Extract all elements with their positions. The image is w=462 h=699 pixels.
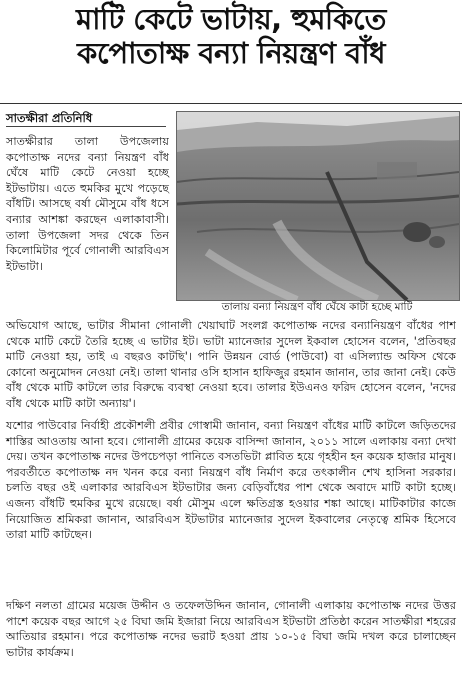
paragraph-2-text: যশোর পাউবোর নির্বাহী প্রকৌশলী প্রবীর গোস্বামী জানান, বন্যা নিয়ন্ত্রণ বাঁধের মাটি কাটলে জড়িতদের শাস্তির আওতায় আনা হবে। গোনালী গ্রামের কয়েক বাসিন্দা জানান, ২০১১ সালে এলাকায় বন্যা দেখা দেয়। তখন কপোতাক্ষ নদের উপচেপড়া পানিতে বসতভিটা প্লাবিত হয়ে গৃহহীন হন কয়েক হাজার মানুষ। পরবর্তীতে কপোতাক্ষ নদ খনন করে বন্যা নিয়ন্ত্রণ বাঁধ নির্মাণ করে তৎকালীন শেখ হাসিনা সরকার। চলতি বছর ওই এলাকার আরবিএস ইটভাটার জন্য বেড়িবাঁধের পাশ থেকে অবাদে মাটি কাটা হচ্ছে। এজন্য বাঁধটি হুমকির মুখে রয়েছে। বর্ষা মৌসুম এলে ক্ষতিগ্রস্ত হওয়ার শঙ্কা আছে। মাটিকাটার কাজে নিয়োজিত শ্রমিকরা জানান, আরবিএস ইটভাটার ম্যানেজার সুদেল ইকবালের নেতৃত্বে শ্রমিক হিসেবে তারা মাটি কাটছেন। [6, 419, 456, 542]
paragraph-3-text: দক্ষিণ নলতা গ্রামের ময়েজ উদ্দীন ও তফেলউদ্দিন জানান, গোনালী এলাকায় কপোতাক্ষ নদের উত্তর পাশে কয়েক বছর আগে ২৫ বিঘা জমি ইজারা নিয়ে আরবিএস ইটভাটা প্রতিষ্ঠা করেন সাতক্ষীরা শহরের আতিয়ার রহমান। পরে কপোতাক্ষ নদের ভরাট হওয়া প্রায় ১০-১৫ বিঘা জমি দখল করে চালাচ্ছেন ভাটার কার্যক্রম। [6, 599, 456, 659]
lead-paragraph [6, 134, 169, 274]
article-photo [176, 111, 460, 301]
lead-text: সাতক্ষীরার তালা উপজেলায় কপোতাক্ষ নদের বন্যা নিয়ন্ত্রণ বাঁধ ঘেঁষে মাটি কেটে নেওয়া হচ্ছে ইটভাটায়। এতে হুমকির মুখে পড়েছে বাঁধটি। আসছে বর্ষা মৌসুমে বাঁধ ধসে বন্যার আশঙ্কা করছেন এলাকাবাসী। তালা উপজেলা সদর থেকে তিন কিলোমিটার পূর্বে গোনালী আরবিএস ইটভাটা। [6, 135, 169, 273]
top-rule [0, 103, 462, 104]
photo-caption: তালায় বন্যা নিয়ন্ত্রণ বাঁধ ঘেঁষে কাটা হচ্ছে মাটি [221, 301, 413, 313]
byline: সাতক্ষীরা প্রতিনিধি [6, 110, 166, 127]
embankment-photo [177, 112, 459, 300]
headline-line-1: মাটি কেটে ভাটায়, হুমকিতে [76, 2, 386, 36]
paragraph-1-text: অভিযোগ আছে, ভাটার সীমানা গোনালী খেয়াঘাট সংলগ্ন কপোতাক্ষ নদের বন্যানিয়ন্ত্রণ বাঁধের পাশ থেকে মাটি কেটে তৈরি হচ্ছে এ ভাটার ইট। ভাটা ম্যানেজার সুদেল ইকবাল হোসেন বলেন, 'প্রতিবছর মাটি নেওয়া হয়, তাই এ বছরও কাটছি'। পানি উন্নয়ন বোর্ড (পাউবো) বা এসিল্যান্ড অফিস থেকে কোনো অনুমোদন নেওয়া নেই। তালা থানার ওসি হাসান হাফিজুর রহমান জানান, তার জানা নেই। কেউ বাঁধ থেকে মাটি কাটলে তার বিরুদ্ধে ব্যবস্থা নেওয়া হবে। তালার ইউএনও ফরিদ হোসেন বলেন, 'নদের বাঁধ থেকে মাটি কাটা অন্যায়'। [6, 319, 456, 410]
body-paragraph-3 [6, 598, 456, 660]
body-paragraph-2 [6, 418, 456, 543]
headline [0, 2, 462, 70]
headline-line-2: কপোতাক্ষ বন্যা নিয়ন্ত্রণ বাঁধ [77, 36, 385, 70]
body-paragraph-1 [6, 318, 456, 412]
